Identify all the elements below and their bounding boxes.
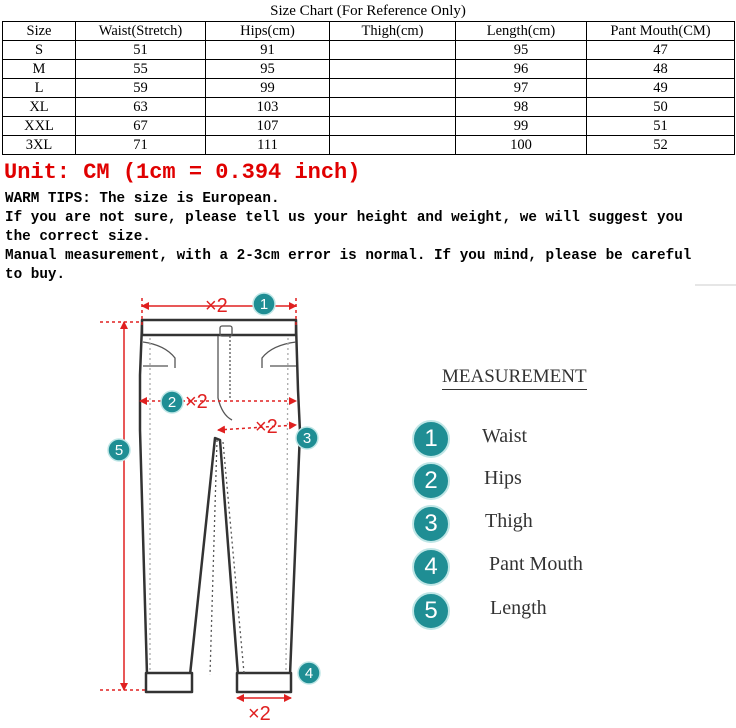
- cell-size: XXL: [3, 117, 76, 136]
- table-row: [3, 41, 735, 60]
- tips-line: If you are not sure, please tell us your height and weight, we will suggest you: [5, 210, 683, 226]
- cell-pant-mouth: 51: [587, 117, 735, 136]
- cell-pant-mouth: 52: [587, 136, 735, 155]
- legend-label: Pant Mouth: [489, 553, 583, 575]
- unit-note: Unit: CM (1cm = 0.394 inch): [4, 160, 361, 185]
- legend-number: 2: [412, 462, 450, 500]
- legend-number: 1: [412, 420, 450, 458]
- size-table: [2, 21, 735, 155]
- cell-thigh: [330, 117, 456, 136]
- cell-thigh: [330, 79, 456, 98]
- cell-waist: 55: [76, 60, 206, 79]
- cell-hips: 91: [206, 41, 330, 60]
- mouth-multiplier: ×2: [248, 703, 271, 725]
- badge-waist: [253, 293, 275, 315]
- badge-length: [108, 439, 130, 461]
- header-thigh: Thigh(cm): [330, 22, 456, 41]
- badge-hips: [161, 391, 183, 413]
- pants-outline: [140, 320, 300, 692]
- badge-pant-mouth: [298, 662, 320, 684]
- waist-multiplier: ×2: [205, 295, 228, 317]
- header-size: Size: [3, 22, 76, 41]
- cell-waist: 67: [76, 117, 206, 136]
- tips-line: the correct size.: [5, 229, 151, 245]
- tips-line: Manual measurement, with a 2-3cm error is normal. If you mind, please be careful: [5, 248, 692, 264]
- cell-pant-mouth: 50: [587, 98, 735, 117]
- cell-waist: 63: [76, 98, 206, 117]
- table-row: [3, 136, 735, 155]
- cell-length: 96: [456, 60, 587, 79]
- cell-length: 97: [456, 79, 587, 98]
- table-row: [3, 60, 735, 79]
- legend-number: 4: [412, 548, 450, 586]
- table-row: [3, 117, 735, 136]
- cell-waist: 71: [76, 136, 206, 155]
- svg-text:1: 1: [259, 296, 269, 313]
- warm-tips-line: WARM TIPS: The size is European.: [5, 191, 280, 207]
- header-waist: Waist(Stretch): [76, 22, 206, 41]
- cell-hips: 107: [206, 117, 330, 136]
- thigh-multiplier: ×2: [255, 416, 278, 438]
- cell-size: S: [3, 41, 76, 60]
- badge-thigh: [296, 427, 318, 449]
- cell-waist: 59: [76, 79, 206, 98]
- hips-multiplier: ×2: [185, 391, 208, 413]
- table-row: [3, 98, 735, 117]
- cell-pant-mouth: 48: [587, 60, 735, 79]
- legend-number: 5: [412, 592, 450, 630]
- svg-text:3: 3: [302, 430, 312, 447]
- cell-length: 99: [456, 117, 587, 136]
- svg-text:2: 2: [167, 394, 177, 411]
- table-header-row: [3, 22, 735, 41]
- cell-size: XL: [3, 98, 76, 117]
- cell-size: M: [3, 60, 76, 79]
- cell-hips: 99: [206, 79, 330, 98]
- legend-label: Waist: [482, 425, 528, 447]
- header-hips: Hips(cm): [206, 22, 330, 41]
- cell-length: 100: [456, 136, 587, 155]
- table-row: [3, 79, 735, 98]
- cell-size: L: [3, 79, 76, 98]
- svg-text:4: 4: [304, 665, 314, 682]
- cell-length: 95: [456, 41, 587, 60]
- legend-label: Thigh: [485, 510, 533, 532]
- cell-thigh: [330, 136, 456, 155]
- legend-label: Hips: [484, 467, 522, 489]
- cell-thigh: [330, 60, 456, 79]
- legend-label: Length: [490, 597, 547, 619]
- cell-pant-mouth: 49: [587, 79, 735, 98]
- svg-text:5: 5: [114, 442, 124, 459]
- cell-thigh: [330, 98, 456, 117]
- cell-hips: 95: [206, 60, 330, 79]
- legend-title: MEASUREMENT: [442, 366, 587, 390]
- cell-length: 98: [456, 98, 587, 117]
- pants-diagram: [0, 280, 736, 728]
- header-length: Length(cm): [456, 22, 587, 41]
- size-chart-title: Size Chart (For Reference Only): [270, 3, 466, 19]
- cell-hips: 111: [206, 136, 330, 155]
- cell-thigh: [330, 41, 456, 60]
- cell-waist: 51: [76, 41, 206, 60]
- cell-pant-mouth: 47: [587, 41, 735, 60]
- header-pant-mouth: Pant Mouth(CM): [587, 22, 735, 41]
- cell-hips: 103: [206, 98, 330, 117]
- tips-line: to buy.: [5, 267, 66, 283]
- cell-size: 3XL: [3, 136, 76, 155]
- legend-number: 3: [412, 505, 450, 543]
